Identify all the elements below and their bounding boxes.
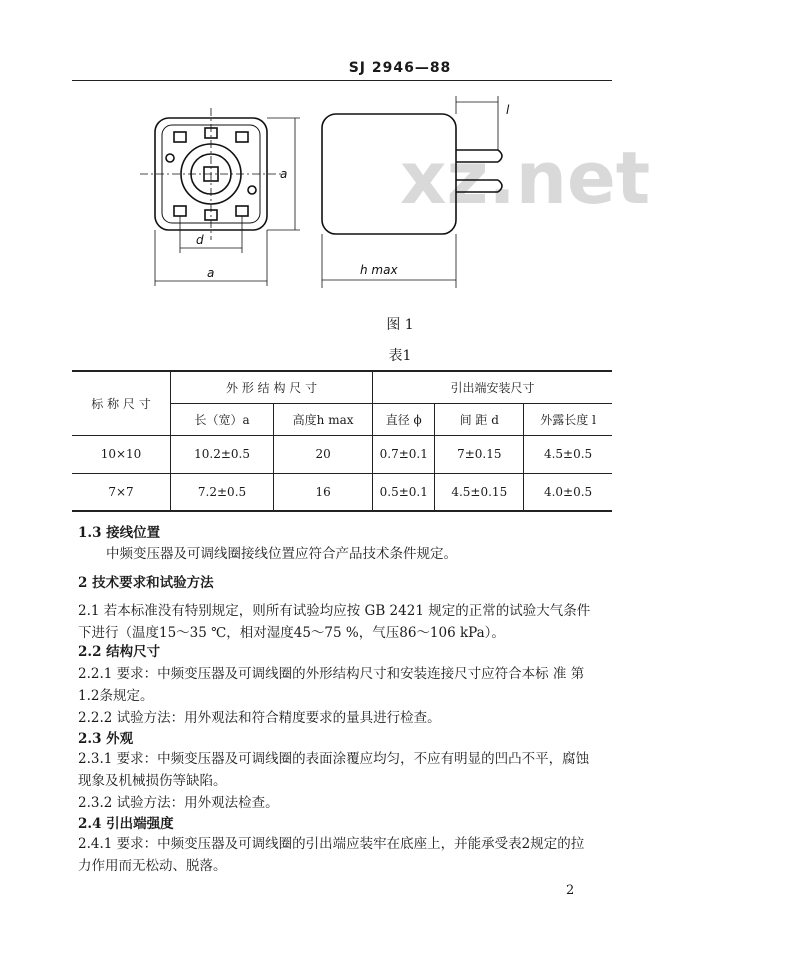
section-2-3-1-line1: 2.3.1 要求：中频变压器及可调线圈的表面涂覆应均匀，不应有明显的凹凸不平，腐蚀 <box>78 751 590 767</box>
section-2-1-line1: 2.1 若本标准没有特别规定，则所有试验均应按 GB 2421 规定的正常的试验大气条件 <box>78 603 591 619</box>
table-row <box>72 435 612 473</box>
cell-exposed: 4.5±0.5 <box>524 435 612 473</box>
table-header-row <box>72 371 612 403</box>
cell-height: 16 <box>274 473 373 511</box>
header-pitch: 间 距 d <box>435 403 524 435</box>
dim-h-label: h max <box>360 263 398 277</box>
dim-a-right-label: a <box>280 167 288 181</box>
section-2-4-title: 2.4 引出端强度 <box>78 816 174 832</box>
pin <box>174 206 186 216</box>
section-2-4-1-line2: 力作用而无松动、脱落。 <box>78 858 227 874</box>
header-length: 长（宽）a <box>171 403 274 435</box>
pin <box>174 132 186 142</box>
header-height: 高度h max <box>274 403 373 435</box>
section-2-2-1-line1: 2.2.1 要求：中频变压器及可调线圈的外形结构尺寸和安装连接尺寸应符合本标 准 第 <box>78 666 585 682</box>
section-2-3-title: 2.3 外观 <box>78 731 134 747</box>
standard-code: SJ 2946—88 <box>348 60 452 76</box>
section-2-4-1-line1: 2.4.1 要求：中频变压器及可调线圈的引出端应装牢在底座上，并能承受表2规定的拉 <box>78 836 585 852</box>
table-caption: 表1 <box>388 348 412 364</box>
dim-l-label: l <box>506 103 510 117</box>
header-rule <box>72 80 612 81</box>
watermark: xz.net <box>400 136 651 220</box>
header-diameter: 直径 ϕ <box>373 403 435 435</box>
section-2-2-title: 2.2 结构尺寸 <box>78 644 161 660</box>
section-2-3-1-line2: 现象及机械损伤等缺陷。 <box>78 773 227 789</box>
cell-length: 10.2±0.5 <box>171 435 274 473</box>
header-outer-group: 外 形 结 构 尺 寸 <box>171 371 373 403</box>
pin <box>236 206 248 216</box>
cell-pitch: 7±0.15 <box>435 435 524 473</box>
figure-caption: 图 1 <box>386 317 414 333</box>
spec-table <box>72 370 612 512</box>
section-2-2-1-line2: 1.2条规定。 <box>78 688 154 704</box>
figure-1 <box>100 88 651 308</box>
section-2-2-2: 2.2.2 试验方法：用外观法和符合精度要求的量具进行检查。 <box>78 710 441 726</box>
pin <box>236 132 248 142</box>
cell-diameter: 0.5±0.1 <box>373 473 435 511</box>
cell-exposed: 4.0±0.5 <box>524 473 612 511</box>
header-exposed: 外露长度 l <box>524 403 612 435</box>
dim-a-bottom-label: a <box>207 266 215 280</box>
header-lead-group: 引出端安装尺寸 <box>373 371 612 403</box>
section-1-3-title: 1.3 接线位置 <box>78 525 161 541</box>
cell-pitch: 4.5±0.15 <box>435 473 524 511</box>
cell-nominal: 7×7 <box>72 473 171 511</box>
section-1-3-body: 中频变压器及可调线圈接线位置应符合产品技术条件规定。 <box>106 546 457 562</box>
cell-diameter: 0.7±0.1 <box>373 435 435 473</box>
section-2-1-line2: 下进行（温度15～35 ℃，相对湿度45～75 %，气压86～106 kPa）。 <box>78 625 505 641</box>
cell-length: 7.2±0.5 <box>171 473 274 511</box>
dim-d-label: d <box>196 233 204 247</box>
section-2-3-2: 2.3.2 试验方法：用外观法检查。 <box>78 795 279 811</box>
technical-drawing <box>100 88 651 308</box>
header-nominal: 标 称 尺 寸 <box>72 371 171 435</box>
cell-height: 20 <box>274 435 373 473</box>
table-row <box>72 473 612 511</box>
section-2-title: 2 技术要求和试验方法 <box>78 575 214 591</box>
cell-nominal: 10×10 <box>72 435 171 473</box>
page-number: 2 <box>566 883 575 898</box>
